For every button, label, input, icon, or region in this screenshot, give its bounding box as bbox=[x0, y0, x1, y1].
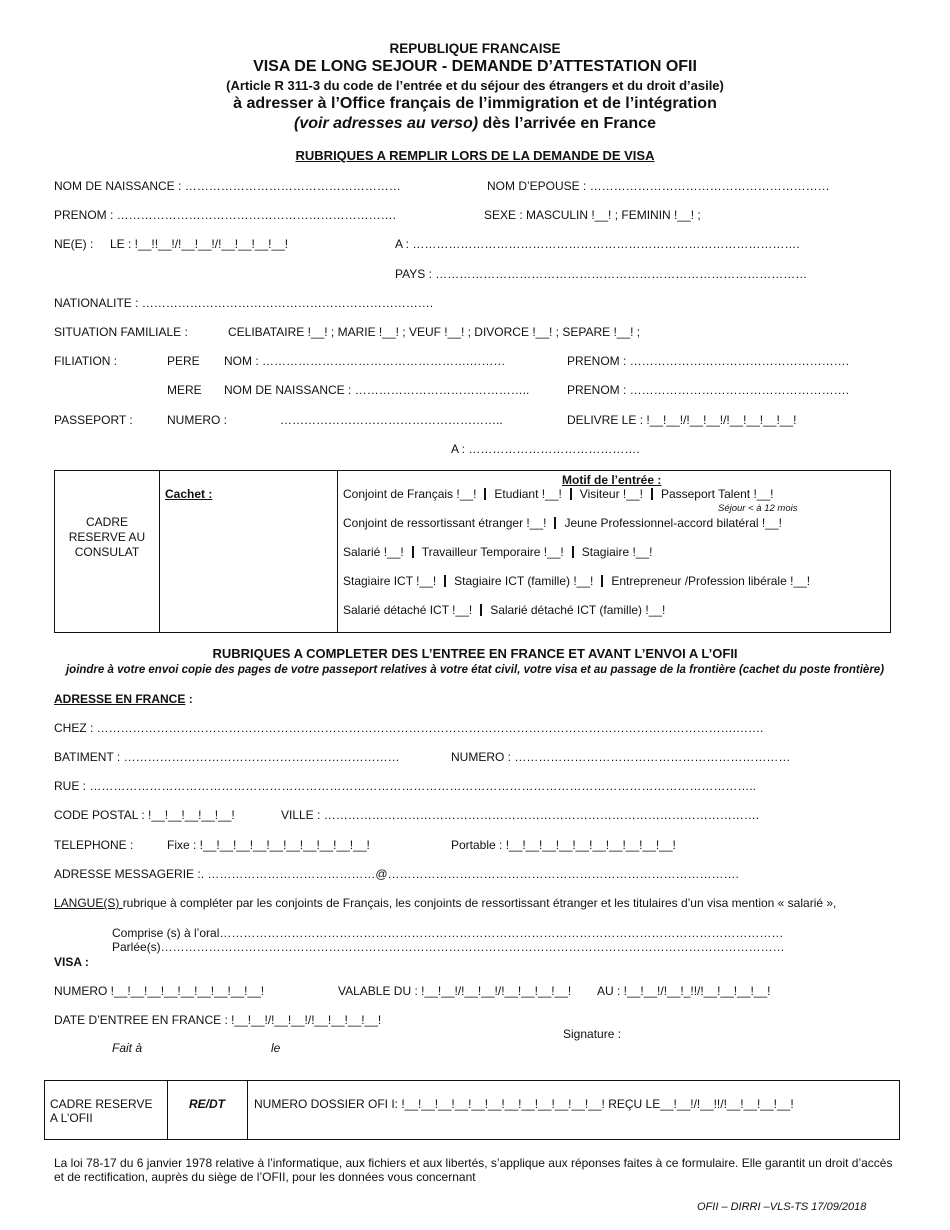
birth-date-field[interactable]: LE : !__!!__!/!__!__!/!__!__!__!__! bbox=[110, 237, 289, 251]
ofii-dossier-field[interactable]: NUMERO DOSSIER OFI I: !__!__!__!__!__!__!__!__!__!__!__!__! REÇU LE__!__!/!__!!/!__!__!__!__! bbox=[254, 1097, 794, 1111]
motif-entrepreneur[interactable]: Entrepreneur /Profession libérale !__! bbox=[611, 574, 811, 588]
numero-rue-field[interactable]: NUMERO : …………………………………………………………… bbox=[451, 750, 791, 764]
langues-text: rubrique à compléter par les conjoints de Français, les conjoints de ressortissant étranger et les titulaires d’un visa mention « salarié », bbox=[122, 896, 837, 910]
motif-stagiaire-ict-famille[interactable]: Stagiaire ICT (famille) !__! bbox=[454, 574, 594, 588]
pere-label: PERE bbox=[167, 354, 200, 368]
motif-salarie-detache-ict-famille[interactable]: Salarié détaché ICT (famille) !__! bbox=[490, 603, 666, 617]
consulat-divider-2 bbox=[337, 470, 338, 633]
motif-stagiaire-ict[interactable]: Stagiaire ICT !__! bbox=[343, 574, 437, 588]
section2-title: RUBRIQUES A COMPLETER DES L’ENTREE EN FRANCE ET AVANT L’ENVOI A L’OFII bbox=[212, 646, 738, 661]
legal-notice: La loi 78-17 du 6 janvier 1978 relative à l’informatique, aux fichiers et aux libertés, s’applique aux réponses faites à ce formulaire. Elle garantit un droit d’accès et de rectification, auprès du siège de l’OFII, pour les données vous concernant bbox=[54, 1156, 893, 1184]
passeport-numero-label: NUMERO : bbox=[167, 413, 227, 427]
ville-field[interactable]: VILLE : ………………………………………………………………………………………………. bbox=[281, 808, 760, 822]
messagerie-field[interactable]: ADRESSE MESSAGERIE :. ……………………………………@……………………………………………………………………………. bbox=[54, 867, 739, 881]
birth-country-field[interactable]: PAYS : ………………………………………………………………………………… bbox=[395, 267, 808, 281]
birth-place-field[interactable]: A : ……………………………………………………………………………………. bbox=[395, 237, 800, 251]
separator bbox=[570, 488, 572, 500]
motif-row-1 bbox=[343, 487, 773, 501]
header-verso-note: (voir adresses au verso) bbox=[294, 115, 479, 132]
ofii-redt: RE/DT bbox=[189, 1097, 225, 1111]
nom-epouse-field[interactable]: NOM D’EPOUSE : …………………………………………………… bbox=[487, 179, 830, 193]
telephone-label: TELEPHONE : bbox=[54, 838, 134, 852]
separator bbox=[651, 488, 653, 500]
fait-le-label[interactable]: le bbox=[271, 1041, 281, 1055]
section2-subtitle: joindre à votre envoi copie des pages de votre passeport relatives à votre état civil, votre visa et au passage de la frontière (cachet du poste frontière) bbox=[65, 664, 885, 676]
motif-salarie[interactable]: Salarié !__! bbox=[343, 545, 404, 559]
ofii-label: CADRE RESERVE A L’OFII bbox=[50, 1097, 153, 1125]
separator bbox=[572, 546, 574, 558]
separator bbox=[601, 575, 603, 587]
telephone-fixe-field[interactable]: Fixe : !__!__!__!__!__!__!__!__!__!__! bbox=[167, 838, 370, 852]
header-arrival bbox=[0, 115, 950, 133]
separator bbox=[484, 488, 486, 500]
batiment-field[interactable]: BATIMENT : …………………………………………………………… bbox=[54, 750, 400, 764]
nee-label: NE(E) : bbox=[54, 237, 94, 251]
consulat-label: CADRE RESERVE AU CONSULAT bbox=[68, 515, 146, 559]
situation-options[interactable]: CELIBATAIRE !__! ; MARIE !__! ; VEUF !__! ; DIVORCE !__! ; SEPARE !__! ; bbox=[228, 325, 641, 339]
header-article: (Article R 311-3 du code de l’entrée et du séjour des étrangers et du droit d’asile) bbox=[226, 78, 724, 93]
mere-nom-field[interactable]: NOM DE NAISSANCE : …………………………………….. bbox=[224, 383, 530, 397]
langues-comprise-field[interactable]: Comprise (s) à l’oral…………………………………………………………………………………………………………………………… bbox=[112, 926, 784, 940]
chez-field[interactable]: CHEZ : …………………………………………………………………………………………………………………………………………….……. bbox=[54, 721, 764, 735]
pere-nom-field[interactable]: NOM : …………………………………………….……… bbox=[224, 354, 506, 368]
adresse-colon: : bbox=[185, 692, 193, 706]
adresse-label: ADRESSE EN FRANCE bbox=[54, 692, 186, 706]
telephone-portable-field[interactable]: Portable : !__!__!__!__!__!__!__!__!__!__! bbox=[451, 838, 676, 852]
separator bbox=[412, 546, 414, 558]
adresse-heading bbox=[54, 692, 193, 706]
prenom-field[interactable]: PRENOM : ……………………………………………………………. bbox=[54, 208, 397, 222]
sexe-field[interactable]: SEXE : MASCULIN !__! ; FEMININ !__! ; bbox=[484, 208, 701, 222]
motif-etudiant[interactable]: Etudiant !__! bbox=[494, 487, 562, 501]
rue-field[interactable]: RUE : ………………………………………………………………………………………………………………………………………………….. bbox=[54, 779, 757, 793]
fait-a-label[interactable]: Fait à bbox=[112, 1041, 143, 1055]
section1-title: RUBRIQUES A REMPLIR LORS DE LA DEMANDE DE VISA bbox=[295, 148, 655, 163]
motif-row-3 bbox=[343, 545, 652, 559]
motif-salarie-detache-ict[interactable]: Salarié détaché ICT !__! bbox=[343, 603, 473, 617]
visa-label: VISA : bbox=[54, 955, 89, 969]
motif-stagiaire[interactable]: Stagiaire !__! bbox=[581, 545, 653, 559]
langues-label: LANGUE(S) bbox=[54, 896, 123, 910]
passeport-numero-field[interactable]: ……………………………………………….. bbox=[280, 413, 503, 427]
mere-label: MERE bbox=[167, 383, 202, 397]
signature-label: Signature : bbox=[563, 1027, 622, 1041]
motif-conjoint-francais[interactable]: Conjoint de Français !__! bbox=[343, 487, 477, 501]
passeport-label: PASSEPORT : bbox=[54, 413, 133, 427]
delivre-a-field[interactable]: A : ……………………………………. bbox=[451, 442, 640, 456]
consulat-divider-1 bbox=[159, 470, 160, 633]
motif-travailleur-temporaire[interactable]: Travailleur Temporaire !__! bbox=[421, 545, 564, 559]
delivre-le-field[interactable]: DELIVRE LE : !__!__!/!__!__!/!__!__!__!__! bbox=[567, 413, 797, 427]
ofii-divider-1 bbox=[167, 1080, 168, 1140]
motif-passeport-talent[interactable]: Passeport Talent !__! bbox=[660, 487, 774, 501]
motif-row-4 bbox=[343, 574, 810, 588]
motif-row-5 bbox=[343, 603, 665, 617]
sejour-note: Séjour < à 12 mois bbox=[718, 503, 798, 514]
langues-parlee-field[interactable]: Parlée(s)………………………………………………………………………………………………………………………………………… bbox=[112, 940, 785, 954]
filiation-label: FILIATION : bbox=[54, 354, 118, 368]
motif-conjoint-etranger[interactable]: Conjoint de ressortissant étranger !__! bbox=[343, 516, 547, 530]
separator bbox=[554, 517, 556, 529]
motif-title: Motif de l’entrée : bbox=[562, 473, 662, 487]
pere-prenom-field[interactable]: PRENOM : ………………………………………………. bbox=[567, 354, 850, 368]
header-arrival-text: dès l’arrivée en France bbox=[478, 115, 656, 132]
motif-row-2 bbox=[343, 516, 782, 530]
header-address-to: à adresser à l’Office français de l’immigration et de l’intégration bbox=[233, 95, 717, 112]
situation-label: SITUATION FAMILIALE : bbox=[54, 325, 188, 339]
motif-jeune-professionnel[interactable]: Jeune Professionnel-accord bilatéral !__! bbox=[564, 516, 782, 530]
nationalite-field[interactable]: NATIONALITE : ………………………………………………………………. bbox=[54, 296, 434, 310]
cachet-label: Cachet : bbox=[165, 487, 213, 501]
visa-au-field[interactable]: AU : !__!__!/!__!_!!/!__!__!__!__! bbox=[597, 984, 771, 998]
header-line1: REPUBLIQUE FRANCAISE bbox=[389, 41, 561, 56]
date-entree-field[interactable]: DATE D’ENTREE EN FRANCE : !__!__!/!__!__!/!__!__!__!__! bbox=[54, 1013, 382, 1027]
form-title: VISA DE LONG SEJOUR - DEMANDE D’ATTESTATION OFII bbox=[253, 58, 697, 75]
visa-valable-du-field[interactable]: VALABLE DU : !__!__!/!__!__!/!__!__!__!__! bbox=[338, 984, 572, 998]
code-postal-field[interactable]: CODE POSTAL : !__!__!__!__!__! bbox=[54, 808, 235, 822]
langues-row bbox=[54, 896, 836, 910]
form-reference: OFII – DIRRI –VLS-TS 17/09/2018 bbox=[697, 1201, 867, 1213]
visa-numero-field[interactable]: NUMERO !__!__!__!__!__!__!__!__!__! bbox=[54, 984, 265, 998]
motif-visiteur[interactable]: Visiteur !__! bbox=[579, 487, 643, 501]
mere-prenom-field[interactable]: PRENOM : ………………………………………………. bbox=[567, 383, 850, 397]
separator bbox=[444, 575, 446, 587]
ofii-divider-2 bbox=[247, 1080, 248, 1140]
separator bbox=[480, 604, 482, 616]
nom-naissance-field[interactable]: NOM DE NAISSANCE : ……………………………………………… bbox=[54, 179, 401, 193]
